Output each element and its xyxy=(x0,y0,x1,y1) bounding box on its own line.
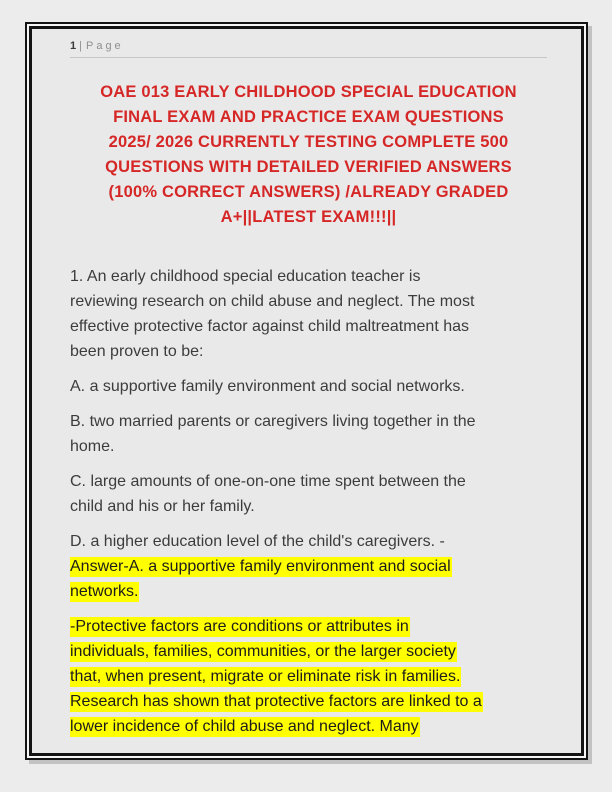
explanation-highlighted-line: individuals, families, communities, or the larger society xyxy=(70,643,456,660)
option-d-and-answer-paragraph xyxy=(70,529,547,604)
answer-highlighted-line: networks. xyxy=(70,583,139,600)
option-c-paragraph xyxy=(70,469,547,519)
option-a-text-line: A. a supportive family environment and social networks. xyxy=(70,378,465,395)
option-c-text-line: child and his or her family. xyxy=(70,498,255,515)
question-text-line: reviewing research on child abuse and neglect. The most xyxy=(70,293,475,310)
option-c-text-line: C. large amounts of one-on-one time spent between the xyxy=(70,473,466,490)
title-line: FINAL EXAM AND PRACTICE EXAM QUESTIONS xyxy=(113,108,504,126)
title-line: (100% CORRECT ANSWERS) /ALREADY GRADED xyxy=(108,183,509,201)
title-line: QUESTIONS WITH DETAILED VERIFIED ANSWERS xyxy=(105,158,512,176)
page-header xyxy=(70,39,547,53)
explanation-highlighted-line: Research has shown that protective factors are linked to a xyxy=(70,693,482,710)
document-body xyxy=(70,264,547,739)
page-header-separator: | xyxy=(79,40,82,52)
explanation-highlighted-line: lower incidence of child abuse and neglect. Many xyxy=(70,718,419,735)
explanation-paragraph xyxy=(70,614,547,739)
question-paragraph xyxy=(70,264,547,364)
title-line: OAE 013 EARLY CHILDHOOD SPECIAL EDUCATION xyxy=(100,83,517,101)
page-number: 1 xyxy=(70,40,78,52)
page xyxy=(25,22,588,760)
header-rule xyxy=(70,57,547,58)
title-line: A+||LATEST EXAM!!!|| xyxy=(220,208,397,226)
explanation-highlighted-line: -Protective factors are conditions or attributes in xyxy=(70,618,409,635)
question-text-line: effective protective factor against child maltreatment has xyxy=(70,318,470,335)
question-text-line: been proven to be: xyxy=(70,343,204,360)
option-b-text-line: home. xyxy=(70,438,115,455)
option-b-paragraph xyxy=(70,409,547,459)
page-header-label: Page xyxy=(85,40,124,52)
title-line: 2025/ 2026 CURRENTLY TESTING COMPLETE 500 xyxy=(108,133,509,151)
question-text-line: 1. An early childhood special education teacher is xyxy=(70,268,421,285)
option-d-text-line: D. a higher education level of the child's caregivers. - xyxy=(70,533,445,550)
answer-highlighted-line: Answer-A. a supportive family environment and social xyxy=(70,558,451,575)
document-title xyxy=(70,80,547,230)
option-a-paragraph xyxy=(70,374,547,399)
explanation-highlighted-line: that, when present, migrate or eliminate risk in families. xyxy=(70,668,461,685)
page-content xyxy=(32,29,581,753)
page-border-frame xyxy=(29,26,584,756)
option-b-text-line: B. two married parents or caregivers living together in the xyxy=(70,413,476,430)
